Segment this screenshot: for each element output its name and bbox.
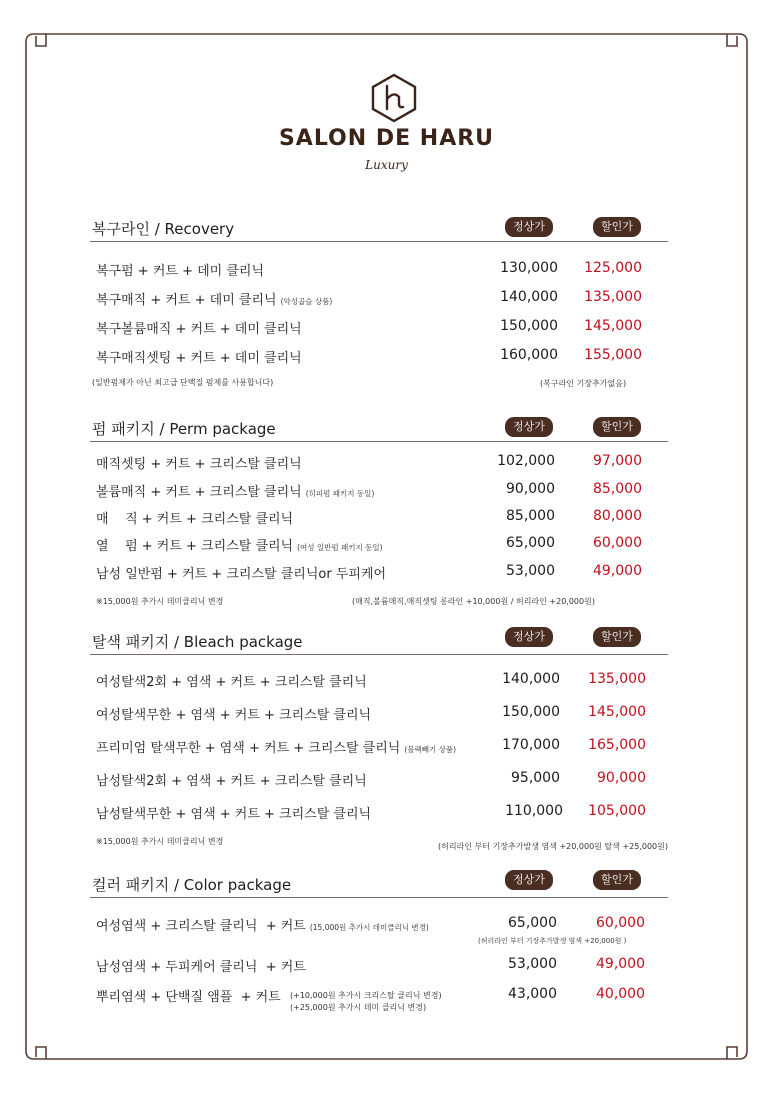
menu-item: 복구펌 + 커트 + 데미 클리닉 <box>96 264 265 279</box>
discount-price: 49,000 <box>596 956 645 972</box>
badge-regular-price: 정상가 <box>505 870 553 890</box>
regular-price: 95,000 <box>511 770 560 786</box>
section-divider <box>90 897 668 898</box>
footnote: (일반펌제가 아닌 최고급 단백질 펌제를 사용합니다) <box>92 378 274 387</box>
regular-price: 170,000 <box>502 737 560 753</box>
discount-price: 60,000 <box>593 535 642 551</box>
discount-price: 135,000 <box>588 671 646 687</box>
menu-item: 볼륨매직 + 커트 + 크리스탈 클리닉 (히피펌 패키지 동일) <box>96 485 375 500</box>
discount-price: 85,000 <box>593 481 642 497</box>
badge-discount-price: 할인가 <box>593 870 641 890</box>
footnote: (허리라인 부터 기장추가발생 염색 +20,000원 ) <box>478 937 627 945</box>
menu-item: 복구매직셋팅 + 커트 + 데미 클리닉 <box>96 351 302 366</box>
regular-price: 102,000 <box>497 453 555 469</box>
regular-price: 140,000 <box>500 289 558 305</box>
discount-price: 105,000 <box>588 803 646 819</box>
discount-price: 145,000 <box>584 318 642 334</box>
menu-item: 여성탈색2회 + 염색 + 커트 + 크리스탈 클리닉 <box>96 675 367 690</box>
section-divider <box>90 241 668 242</box>
badge-regular-price: 정상가 <box>505 627 553 647</box>
regular-price: 53,000 <box>506 563 555 579</box>
hexagon-h-icon <box>370 73 418 123</box>
regular-price: 65,000 <box>506 535 555 551</box>
section-title-color: 컬러 패키지 / Color package <box>92 876 292 894</box>
regular-price: 85,000 <box>506 508 555 524</box>
discount-price: 49,000 <box>593 563 642 579</box>
menu-item: 복구매직 + 커트 + 데미 클리닉 (악성곱슬 상품) <box>96 293 333 308</box>
section-divider <box>90 654 668 655</box>
footnote: (복구라인 기장추가없음) <box>540 379 627 388</box>
regular-price: 65,000 <box>508 915 557 931</box>
regular-price: 150,000 <box>502 704 560 720</box>
section-title-recovery: 복구라인 / Recovery <box>92 220 235 238</box>
regular-price: 90,000 <box>506 481 555 497</box>
footnote: (+10,000원 추가시 크리스탈 클리닉 변경) <box>290 991 442 1000</box>
section-title-perm: 펌 패키지 / Perm package <box>92 420 276 438</box>
discount-price: 145,000 <box>588 704 646 720</box>
badge-discount-price: 할인가 <box>593 417 641 437</box>
menu-item: 매직셋팅 + 커트 + 크리스탈 클리닉 <box>96 457 302 472</box>
badge-discount-price: 할인가 <box>593 627 641 647</box>
menu-item: 뿌리염색 + 단백질 앰플 + 커트 <box>96 990 281 1005</box>
footnote: (매직,볼륨매직,매직셋팅 롱라인 +10,000원 / 허리라인 +20,000원) <box>352 597 595 606</box>
menu-item: 남성탈색2회 + 염색 + 커트 + 크리스탈 클리닉 <box>96 774 367 789</box>
menu-item: 남성탈색무한 + 염색 + 커트 + 크리스탈 클리닉 <box>96 807 372 822</box>
brand-tagline: Luxury <box>365 158 408 172</box>
regular-price: 53,000 <box>508 956 557 972</box>
menu-item: 남성 일반펌 + 커트 + 크리스탈 클리닉or 두피케어 <box>96 567 387 582</box>
badge-discount-price: 할인가 <box>593 217 641 237</box>
regular-price: 150,000 <box>500 318 558 334</box>
brand-name: SALON DE HARU <box>278 126 495 151</box>
regular-price: 43,000 <box>508 986 557 1002</box>
discount-price: 135,000 <box>584 289 642 305</box>
discount-price: 90,000 <box>597 770 646 786</box>
footnote: ※15,000원 추가시 데미클리닉 변경 <box>96 837 224 846</box>
badge-regular-price: 정상가 <box>505 217 553 237</box>
regular-price: 160,000 <box>500 347 558 363</box>
discount-price: 125,000 <box>584 260 642 276</box>
menu-item: 프리미엄 탈색무한 + 염색 + 커트 + 크리스탈 클리닉 (블랙빼기 상품) <box>96 741 457 756</box>
discount-price: 40,000 <box>596 986 645 1002</box>
discount-price: 97,000 <box>593 453 642 469</box>
menu-item: 열 펌 + 커트 + 크리스탈 클리닉 (여성 일반펌 패키지 동일) <box>96 539 383 554</box>
footnote: ※15,000원 추가시 데미클리닉 변경 <box>96 597 224 606</box>
section-divider <box>90 441 668 442</box>
menu-item: 매 직 + 커트 + 크리스탈 클리닉 <box>96 512 294 527</box>
menu-item: 남성염색 + 두피케어 클리닉 + 커트 <box>96 960 306 975</box>
badge-regular-price: 정상가 <box>505 417 553 437</box>
regular-price: 110,000 <box>505 803 563 819</box>
regular-price: 140,000 <box>502 671 560 687</box>
discount-price: 165,000 <box>588 737 646 753</box>
menu-item: 여성염색 + 크리스탈 클리닉 + 커트 (15,000원 추가시 데미클리닉 변경) <box>96 919 429 934</box>
discount-price: 60,000 <box>596 915 645 931</box>
regular-price: 130,000 <box>500 260 558 276</box>
menu-item: 여성탈색무한 + 염색 + 커트 + 크리스탈 클리닉 <box>96 708 372 723</box>
section-title-bleach: 탈색 패키지 / Bleach package <box>92 633 303 651</box>
footnote: (+25,000원 추가시 데미 클리닉 변경) <box>290 1003 427 1012</box>
footnote: (허리라인 부터 기장추가발생 염색 +20,000원 탈색 +25,000원) <box>438 842 668 851</box>
discount-price: 80,000 <box>593 508 642 524</box>
menu-item: 복구볼륨매직 + 커트 + 데미 클리닉 <box>96 322 302 337</box>
discount-price: 155,000 <box>584 347 642 363</box>
